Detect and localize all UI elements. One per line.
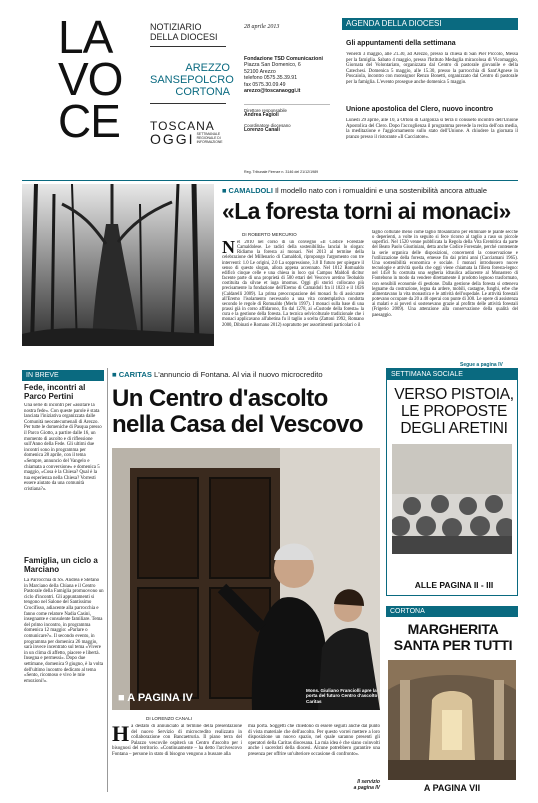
caritas-col-2-text: mia porta. Soggetti che chiedono di essere seguiti anche dal punto di vista materiale che dell'ascolto. Per questo vorrei mettere a loro disposizione un nuovo spazio, nel quale saranno presenti gli operatori della Caritas diocesana. La mia idea è che siano coinvolti anche i sacerdoti della diocesi. Alcune potrebbero garantire una presenza per offrire un'ulteriore occasione di confronto».: [248, 724, 380, 757]
logo-line-ce: CE: [58, 95, 120, 147]
cortona-headline-1: MARGHERITA: [407, 621, 499, 637]
settimana-header-label: SETTIMANA SOCIALE: [391, 371, 463, 378]
caritas-kicker-line: ■ CARITAS L'annuncio di Fontana. Al via il nuovo microcredito: [112, 370, 323, 379]
cortona-headline: [388, 621, 518, 653]
cortona-headline-2: SANTA PER TUTTI: [393, 637, 513, 653]
camaldoli-col-2: [372, 230, 518, 354]
camaldoli-deck: Il modello nato con i romualdini e una sostenibilità ancora attuale: [274, 186, 487, 195]
director-label: Direttore responsabile: [244, 108, 287, 113]
door-image: [112, 448, 380, 710]
agenda-title-2: Unione apostolica del Clero, nuovo incontro: [346, 106, 494, 113]
camaldoli-headline: «La foresta torni ai monaci»: [222, 198, 511, 224]
inbreve-text-1: [24, 403, 104, 551]
settimana-page-ref[interactable]: ALLE PAGINA II - III: [414, 580, 494, 590]
logo-line-vo: VO: [58, 53, 123, 105]
camaldoli-col-2-text: taglio colturale meno come taglio fitosanitario per eliminare le piante secche o deperienti, a volte in seguito si fece ricorso al taglio a raso su piccole superfici. Nel 1520 venne pubblicata la Regola della Vita Eremitica da parte del Beato Paolo Giustiniani, detta anche Codice Forestale, perché contenente la serie organica delle disposizioni, concernenti la conservazione e l'utilizzazione della foresta, emesse fin dai primi anni (Cacciamani 1965). Una sostenibilità economica e sociale. I monaci introdussero nuove tecnologie e attività quella che oggi viene chiamata la filiera foresta-legno: nel 1458 fu costruita una segheria idraulica adiacente al Monastero di Fontebono in modo da vendere direttamente il prodotto legnoso trasformato, con sensibili economie di gestione. Dalla gestione della foresta si otteneva legname da costruzione, legna da ardere, mobili, castagne, funghi, erbe che alimentavano la vita monastica e le attività dell'ospedale. Le attività forestali potevano occupare da 20 a 40 operai con punte di 300. Le opere di assistenza ai malati e ai poveri si sostenevano grazie al profitto delle attività forestali (Frigerio 2009). Una attenzione alla conservazione della qualità del paesaggio.: [372, 230, 518, 318]
supplement-title-2: DELLA DIOCESI: [150, 32, 218, 42]
agenda-text-1: Venerdì 3 maggio, alle 21.30, ad Arezzo, presso la chiesa di San Pier Piccolo, Messa per la famiglia. Sabato 4 maggio, presso l'Istituto Medaglia miracolosa di Vicomaggio, Giornata del Volontariato, organizzata dal Centro di pastorale giovanile e della Catechesi. Domenica 5 maggio, alle 15.30, presso la parrocchia di Sant'Agnese in Poscaiola, incontro con monsignor Renzo Bonetti, organizzato dal Centro di pastorale per la famiglia. L'evento prosegue anche domenica 5 maggio.: [346, 52, 518, 85]
toscana-oggi-logo: [150, 120, 230, 146]
caritas-page-ref[interactable]: ■ A PAGINA IV: [118, 692, 193, 704]
forest-image: [22, 184, 214, 346]
caritas-dropcap: H: [112, 724, 130, 746]
inbreve-text-2: [24, 578, 104, 790]
supplement-title: [150, 22, 230, 42]
address-line-2: 52100 Arezzo: [244, 68, 276, 75]
settimana-headline-1: VERSO PISTOIA,: [394, 386, 514, 403]
inbreve-text-1-body: Una serie di incontri per «assitare la nostra fede». Con queste parole è stata lanciata l'iniziativa organizzata dalle Comunità neocatecumenali di Arezzo. Per tutte le domeniche di Pasqua presso il Parco Giotto, a partire dalle 16, un momento di ascolto e di riflessione sull'Anno della Fede. Gli ultimi due incontri sono in programma per domenica 28 aprile, con il tema «Sempre, annuncio del Vangelo e chiamata a conversione» e domenica 5 maggio, «Cosa è la Chiesa? Qual è la tua esperienza nella Chiesa? Vorresti essere aiutato da una comunità cristiana?».: [24, 403, 102, 492]
settimana-headline-3: DEGLI ARETINI: [400, 420, 508, 437]
director-name: Andrea Fagioli: [244, 112, 279, 119]
diocese-cortona: CORTONA: [175, 86, 230, 98]
coordinator-label: Coordinatore diocesano: [244, 122, 291, 128]
settimana-photo: [392, 444, 512, 554]
email-link[interactable]: arezzo@toscanaoggi.it: [244, 88, 301, 95]
cortona-header: [386, 606, 518, 617]
inbreve-header: [22, 370, 104, 381]
camaldoli-kicker: CAMALDOLI: [228, 186, 273, 195]
caritas-headline-2: nella Casa del Vescovo: [112, 411, 363, 438]
toscana-subtitle: SETTIMANALE REGIONALE DI INFORMAZIONE: [196, 132, 223, 144]
oggi-text: OGGI: [150, 131, 195, 147]
caritas-photo: [112, 448, 380, 710]
caritas-kicker: CARITAS: [118, 370, 152, 379]
caritas-continue[interactable]: [346, 779, 380, 791]
toscana-label: TOSCANA: [150, 119, 215, 133]
diocese-sansepolcro: SANSEPOLCRO: [150, 74, 234, 86]
masthead-logo: [58, 11, 144, 147]
conference-image: [392, 444, 512, 554]
caritas-headline-1: Un Centro d'ascolto: [112, 385, 328, 412]
settimana-headline-2: LE PROPOSTE: [400, 403, 508, 420]
inbreve-title-1: Fede, incontri al Parco Pertini: [24, 383, 86, 401]
fax: fax 0575.30.09.49: [244, 81, 286, 88]
camaldoli-kicker-line: ■ CAMALDOLI Il modello nato con i romualdini e una sostenibilità ancora attuale: [222, 186, 487, 195]
settimana-header: [387, 369, 517, 380]
agenda-text-2: Lunedì 29 aprile, alle 10, a Ortoni di Gargonza si terrà il consueto incontro dell'Unione Apostolica del Clero. Dopo l'accoglienza il programma prevede la recita dell'ora media, la meditazione e l'aggiornamento sullo stato dell'Unione. A chiudere la giornata il pranzo presso il ristorante «Il Cacciatore».: [346, 118, 518, 140]
camaldoli-continue[interactable]: Segue a pagina IV: [460, 362, 503, 368]
cortona-photo: [388, 660, 516, 780]
address-line-1: Piazza San Domenico, 6: [244, 62, 301, 69]
caritas-continue-2: a pagina IV: [353, 785, 380, 791]
publisher: Fondazione TSD Comunicazioni: [244, 56, 323, 62]
caritas-byline: DI LORENZO CANALI: [146, 716, 192, 721]
coordinator-name: Lorenzo Canali: [244, 127, 280, 134]
supplement-title-1: NOTIZIARIO: [150, 22, 202, 32]
staff-credits: [244, 108, 336, 134]
agenda-header: [342, 18, 518, 30]
camaldoli-dropcap: N: [222, 240, 235, 257]
inbreve-title-2: Famiglia, un ciclo a Marciano: [24, 556, 98, 574]
colophon: [244, 56, 336, 94]
caritas-col-2: [248, 724, 380, 780]
issue-date: 28 aprile 2013: [244, 24, 280, 30]
inbreve-header-label: IN BREVE: [26, 372, 59, 379]
caritas-page-ref-label: A PAGINA IV: [127, 692, 193, 704]
agenda-title-1: Gli appuntamenti della settimana: [346, 40, 456, 47]
camaldoli-col-1-text: el 2010 nel corso di un convegno «Il Codice Forestale Camaldolese. Le radici della sostenibilità» lanciai lo slogan: Ridiamo la foresta ai monaci. Nel 2013 al termine della celebrazione del Millenario di Camaldoli, ripropongo l'argomento con tre interventi: 1.0 Le origini, 2.0 La soppressione, 3.0 Il futuro per spiegare il senso di questo slogan, allora appena accennato. Nel 1012 Romualdo edificò cinque celle e una chiesa in loco qui Campus Maldoli dicitur facente parte di una proprietà di 500 ettari del Vescovo aretino Teobaldo costituita da silvae et iuga imomus. Oggi gli storici collocano più precisamente la fondazione dell'Eremo di Camaldoli fra il 1023 e il 1026 (Caldarelli 2009). La prima preoccupazione dei monaci fu di assicurare all'Eremo l'isolamento necessario a una vita contemplativa condotta secondo le regole di Romualdo (Merlo 1997). I monaci sulla base di una prassi già in corso affidarono, fin dal 1278, ai «Custode della foresta» la cura e la gestione della foresta. La tecnica selvicolturale tradizionale che i monaci applicavano all'abetina fu il taglio a scelta (Zattoni 1992, Romano 2000, Dibinati e Romano 2012) sopratutto per assortimenti particolari o il: [222, 240, 364, 328]
caritas-continue-1: Il servizio: [357, 779, 380, 785]
caritas-deck: L'annuncio di Fontana. Al via il nuovo microcredito: [154, 370, 323, 379]
registration-note: Reg. Tribunale Firenze n. 3146 del 21/12/1989: [244, 170, 319, 174]
camaldoli-byline: DI ROBERTO MERCURIO: [242, 232, 297, 237]
church-interior-image: [388, 660, 516, 780]
settimana-headline: [392, 386, 516, 437]
caritas-photo-caption: Mons. Giuliano Franciolli apre la porta del futuro Centro d'ascolto Caritas: [306, 688, 378, 704]
cortona-header-label: CORTONA: [390, 608, 425, 615]
caritas-col-1-text: a destato di annunciato al termine della presentazione del nuovo Servizio di microcredito realizzato in collaborazione con Bancaetruria. Il piano terra del Palazzo vescovile ospiterà un Centro d'ascolto per i bisognosi del territorio. «Continuamente – ha detto l'arcivescovo Fontana – persone in stato di bisogno vengono a bussare alla: [112, 724, 242, 757]
inbreve-text-2-body: La Parrocchia di SS. Andrea e Stefano in Marciano della Chiana e il Centro Pastorale della Famiglia promuovono un ciclo d'incontri. Gli appuntamenti si tengono nel Salone del Santissimo Crocifisso, adiacente alla parrocchia e fanno come relatore Nadia Casini, insegnante e consulente familiare. Tema del primo incontro, in programma domenica 12 maggio: «Parlare o comunicare?». Il secondo evento, in programma per domenica 26 maggio, sarà invece incentrato sul tema «Vivere in un clima di affetto, piacere e libertà. Insegna e permessi». Dopo due settimane, domenica 9 giugno, è la volta dell'ultimo incontro dedicato al tema «Sento, ricomoso e vivo le mie emozioni!».: [24, 578, 104, 684]
caritas-headline: [112, 386, 382, 438]
telephone: telefono 0575.35.39.91: [244, 75, 298, 82]
agenda-header-label: AGENDA DELLA DIOCESI: [346, 19, 442, 28]
diocese-arezzo: AREZZO: [185, 62, 230, 74]
caritas-col-1: [112, 724, 242, 790]
forest-photo: [22, 184, 214, 346]
camaldoli-col-1: [222, 240, 364, 360]
diocese-names: [150, 62, 234, 98]
logo-line-la: LA: [58, 11, 113, 63]
cortona-page-ref[interactable]: A PAGINA VII: [423, 783, 481, 793]
